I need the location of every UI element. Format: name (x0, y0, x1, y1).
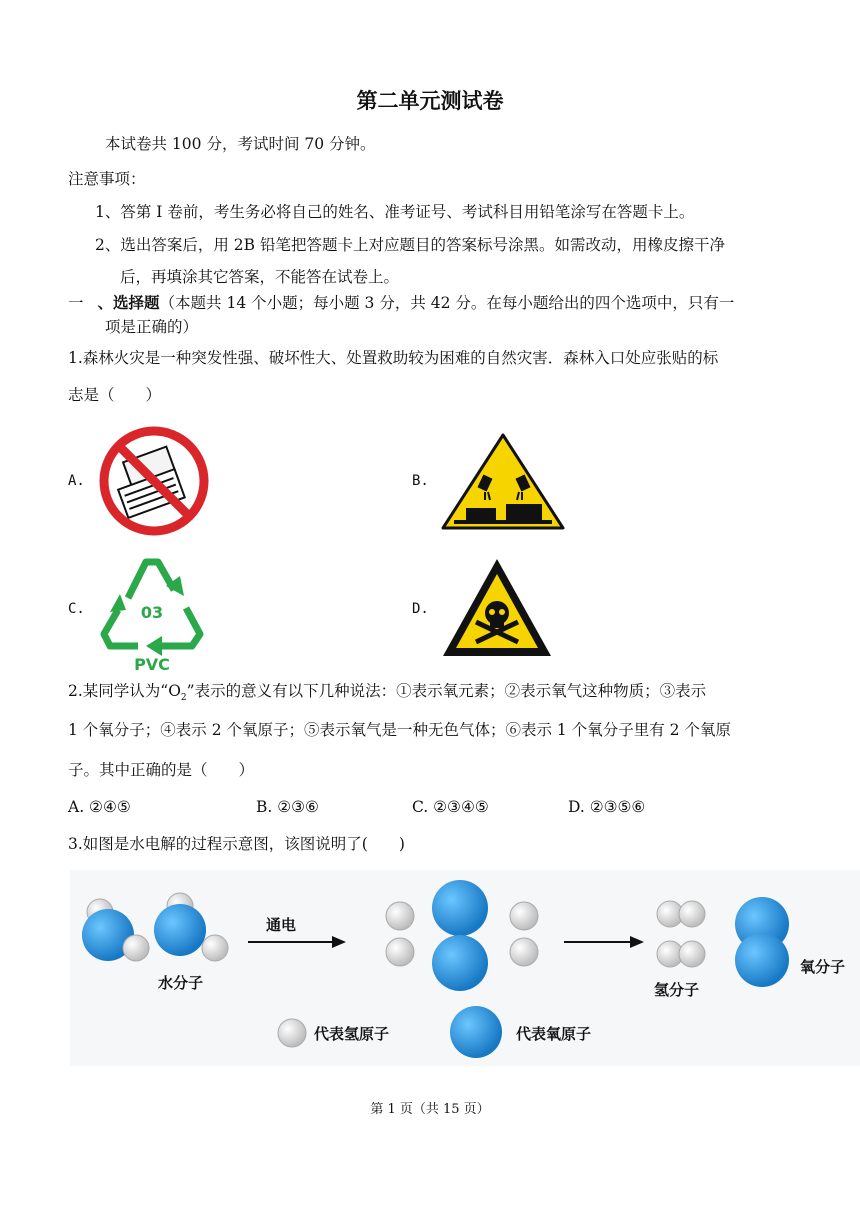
q1-option-a-label: A. (68, 473, 85, 489)
oxygen-molecule-label: 氧分子 (800, 958, 846, 976)
q2-stem-cont: 1 个氧分子；④表示 2 个氧原子；⑤表示氧气是一种无色气体；⑥表示 1 个氧分子里有 2 个氧原 (68, 721, 731, 739)
q1-option-c-label: C. (68, 601, 85, 617)
hydrogen-atom (510, 902, 538, 930)
arrow-label-electrify: 通电 (266, 916, 297, 934)
q1-option-b-label: B. (412, 473, 429, 489)
q2-stem: 2.某同学认为“$O_2$”表示的意义有以下几种说法：①表示氧元素；②表示氧气这种物质；③表示 (68, 682, 707, 704)
legend-oxygen-icon (450, 1006, 502, 1058)
recycle-label: PVC (134, 655, 170, 674)
q1-stem: 1.森林火灾是一种突发性强、破坏性大、处置救助较为困难的自然灾害．森林入口处应张贴的标 (68, 349, 719, 367)
notice-item-2-cont: 后，再填涂其它答案，不能答在试卷上。 (120, 268, 400, 286)
hydrogen-molecule-label: 氢分子 (654, 981, 700, 999)
section-number: 一 (68, 294, 84, 312)
q2-option-b: B. ②③⑥ (256, 798, 319, 816)
page-title: 第二单元测试卷 (356, 88, 504, 113)
q2-option-d: D. ②③⑤⑥ (568, 798, 646, 816)
recycle-code: 03 (140, 603, 164, 622)
q1-option-d-label: D. (412, 601, 429, 617)
legend-hydrogen-label: 代表氢原子 (314, 1025, 390, 1043)
notice-item-2: 2、选出答案后，用 2B 铅笔把答题卡上对应题目的答案标号涂黑。如需改动，用橡皮擦干净 (95, 236, 725, 254)
water-molecule-label: 水分子 (158, 974, 204, 992)
notice-heading: 注意事项： (68, 170, 146, 188)
hydrogen-atom (510, 938, 538, 966)
section-desc: （本题共 14 个小题；每小题 3 分，共 42 分。在每小题给出的四个选项中，只有一 (159, 294, 735, 312)
legend-oxygen-label: 代表氧原子 (516, 1025, 592, 1043)
q2-stem-cont-2: 子。其中正确的是（ ） (68, 761, 255, 779)
oxygen-atom (432, 935, 488, 991)
q3-stem: 3.如图是水电解的过程示意图，该图说明了( ) (68, 835, 405, 853)
oxygen-atom (432, 880, 488, 936)
hydrogen-atom (386, 938, 414, 966)
legend-hydrogen-icon (278, 1019, 306, 1047)
corrosive-sign-icon (440, 432, 566, 532)
q1-stem-cont: 志是（ ） (68, 386, 162, 404)
exam-intro: 本试卷共 100 分，考试时间 70 分钟。 (105, 135, 376, 153)
recycling-pvc-icon (96, 550, 208, 674)
toxic-skull-sign-icon (440, 556, 554, 660)
section-desc-cont: 项是正确的） (105, 318, 199, 336)
water-electrolysis-diagram (70, 870, 860, 1066)
q2-option-a: A. ②④⑤ (68, 798, 131, 816)
section-header (68, 292, 734, 314)
notice-item-1: 1、答第 I 卷前，考生务必将自己的姓名、准考证号、考试科目用铅笔涂写在答题卡上。 (95, 203, 695, 221)
no-matches-sign-icon (96, 423, 212, 539)
q2-option-c: C. ②③④⑤ (412, 798, 489, 816)
section-title: 、选择题 (97, 293, 160, 312)
hydrogen-atom (386, 902, 414, 930)
oxygen-molecule (735, 897, 789, 987)
page-footer: 第 1 页（共 15 页） (370, 1102, 490, 1117)
